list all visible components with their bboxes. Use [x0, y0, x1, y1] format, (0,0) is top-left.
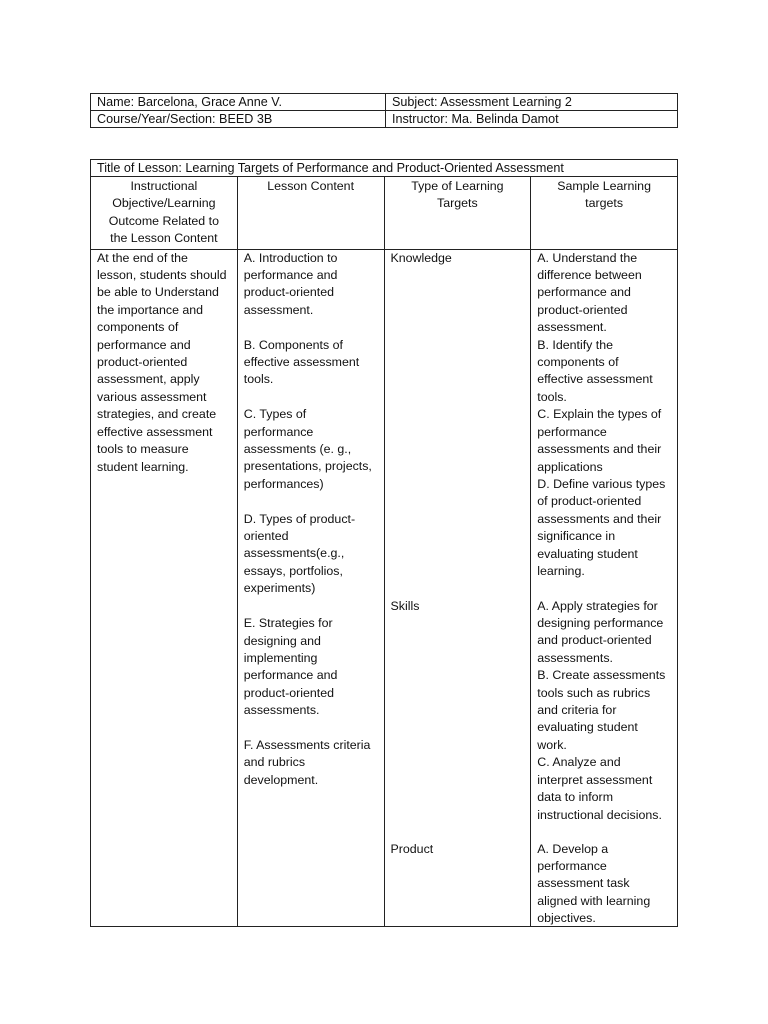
sample-knowledge: A. Understand the difference between performance and product-oriented assessment. B. Identify the components of effective assessment tools. C. Explain the types of performance assessments and their applications D. Define various types of product-oriented assessments and their significance in evaluating student learning. — [537, 250, 666, 578]
type-product: Product — [390, 841, 434, 856]
header-content: Lesson Content — [237, 177, 384, 250]
info-row — [91, 94, 678, 111]
lesson-title: Title of Lesson: Learning Targets of Performance and Product-Oriented Assessment — [91, 160, 678, 177]
content-item: A. Introduction to performance and product-oriented assessment. — [243, 250, 338, 317]
content-item: F. Assessments criteria and rubrics development. — [243, 737, 371, 787]
objective-text: At the end of the lesson, students should be able to Understand the importance and components of performance and product-oriented assessment, apply various assessment strategies, and create effective assessment tools to measure student learning. — [97, 250, 227, 474]
content-item: C. Types of performance assessments (e. g., presentations, projects, performances) — [243, 407, 372, 491]
objective-cell — [91, 249, 238, 926]
content-cell — [237, 249, 384, 926]
info-row — [91, 111, 678, 128]
title-row — [91, 160, 678, 177]
type-cell — [384, 249, 531, 926]
content-item: D. Types of product- oriented assessments(e.g., essays, portfolios, experiments) — [243, 511, 356, 596]
type-knowledge: Knowledge — [390, 250, 452, 265]
type-skills: Skills — [390, 598, 420, 613]
course-year-section: Course/Year/Section: BEED 3B — [91, 111, 386, 128]
sample-product: A. Develop a performance assessment task aligned with learning objectives. — [537, 841, 651, 926]
lesson-plan-table — [90, 159, 678, 927]
instructor: Instructor: Ma. Belinda Damot — [386, 111, 678, 128]
content-item: B. Components of effective assessment tools. — [243, 337, 360, 387]
sample-cell — [531, 249, 678, 926]
header-type: Type of Learning Targets — [384, 177, 531, 250]
content-item: E. Strategies for designing and implementing performance and product-oriented assessments. — [243, 616, 338, 718]
body-row — [91, 249, 678, 926]
header-sample: Sample Learning targets — [531, 177, 678, 250]
student-info-table — [90, 93, 678, 128]
header-objective: Instructional Objective/Learning Outcome Related to the Lesson Content — [91, 177, 238, 250]
header-row — [91, 177, 678, 250]
student-name: Name: Barcelona, Grace Anne V. — [91, 94, 386, 111]
subject: Subject: Assessment Learning 2 — [386, 94, 678, 111]
sample-skills: A. Apply strategies for designing performance and product-oriented assessments. B. Create assessments tools such as rubrics and criteria for evaluating student work. C. Analyze and interpret assessment data to inform instructional decisions. — [537, 598, 666, 822]
